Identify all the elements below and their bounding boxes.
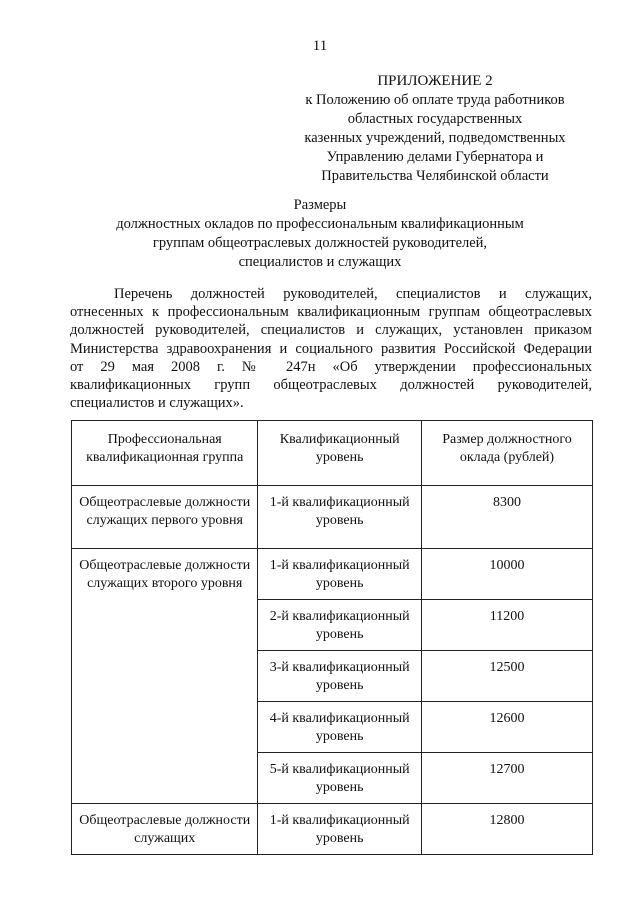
appendix-title: ПРИЛОЖЕНИЕ 2 — [377, 73, 493, 89]
salary-cell: 12600 — [421, 702, 592, 753]
heading-line: группам общеотраслевых должностей руководителей, — [152, 235, 488, 251]
heading-line: Размеры — [293, 197, 347, 213]
paragraph-line: специалистов и служащих». — [70, 395, 244, 412]
group-cell: Общеотраслевые должности служащих — [72, 804, 258, 855]
paragraph-line: Перечень должностей руководителей, специалистов и служащих, — [114, 286, 592, 302]
appendix-line: Правительства Челябинской области — [321, 168, 549, 184]
group-cell: Общеотраслевые должности служащих второго уровня — [72, 549, 258, 804]
paragraph-line: отнесенных к профессиональным квалификационным группам общеотраслевых — [70, 304, 592, 321]
table-row — [72, 804, 593, 855]
salary-cell: 10000 — [421, 549, 592, 600]
page-number: 11 — [312, 38, 328, 54]
salary-cell: 11200 — [421, 600, 592, 651]
level-cell: 1-й квалификационный уровень — [258, 804, 421, 855]
appendix-line: казенных учреждений, подведомственных — [304, 130, 566, 146]
header-level: Квалификационный уровень — [258, 421, 421, 486]
level-cell: 3-й квалификационный уровень — [258, 651, 421, 702]
heading-line: должностных окладов по профессиональным квалификационным — [116, 216, 524, 232]
paragraph-line: квалификационных групп общеотраслевых должностей руководителей, — [70, 377, 592, 394]
salary-cell: 8300 — [421, 486, 592, 549]
salary-table — [71, 420, 593, 855]
header-salary: Размер должностного оклада (рублей) — [421, 421, 592, 486]
header-group: Профессиональная квалификационная группа — [72, 421, 258, 486]
level-cell: 1-й квалификационный уровень — [258, 549, 421, 600]
appendix-line: областных государственных — [347, 111, 523, 127]
table-row — [72, 486, 593, 549]
document-heading — [60, 196, 580, 272]
paragraph-line: Министерства здравоохранения и социального развития Российской Федерации — [70, 340, 592, 357]
level-cell: 1-й квалификационный уровень — [258, 486, 421, 549]
level-cell: 5-й квалификационный уровень — [258, 753, 421, 804]
salary-cell: 12800 — [421, 804, 592, 855]
intro-paragraph — [70, 285, 592, 412]
table-row — [72, 549, 593, 600]
appendix-line: Управлению делами Губернатора и — [326, 149, 544, 165]
level-cell: 4-й квалификационный уровень — [258, 702, 421, 753]
paragraph-line: должностей руководителей, специалистов и служащих, установлен приказом — [70, 322, 592, 339]
salary-cell: 12500 — [421, 651, 592, 702]
appendix-block — [285, 72, 585, 186]
heading-line: специалистов и служащих — [238, 254, 402, 270]
group-cell: Общеотраслевые должности служащих первого уровня — [72, 486, 258, 549]
appendix-line: к Положению об оплате труда работников — [305, 92, 565, 108]
salary-cell: 12700 — [421, 753, 592, 804]
table-header-row — [72, 421, 593, 486]
level-cell: 2-й квалификационный уровень — [258, 600, 421, 651]
paragraph-line: от 29 мая 2008 г. № 247н «Об утверждении профессиональных — [70, 358, 592, 375]
